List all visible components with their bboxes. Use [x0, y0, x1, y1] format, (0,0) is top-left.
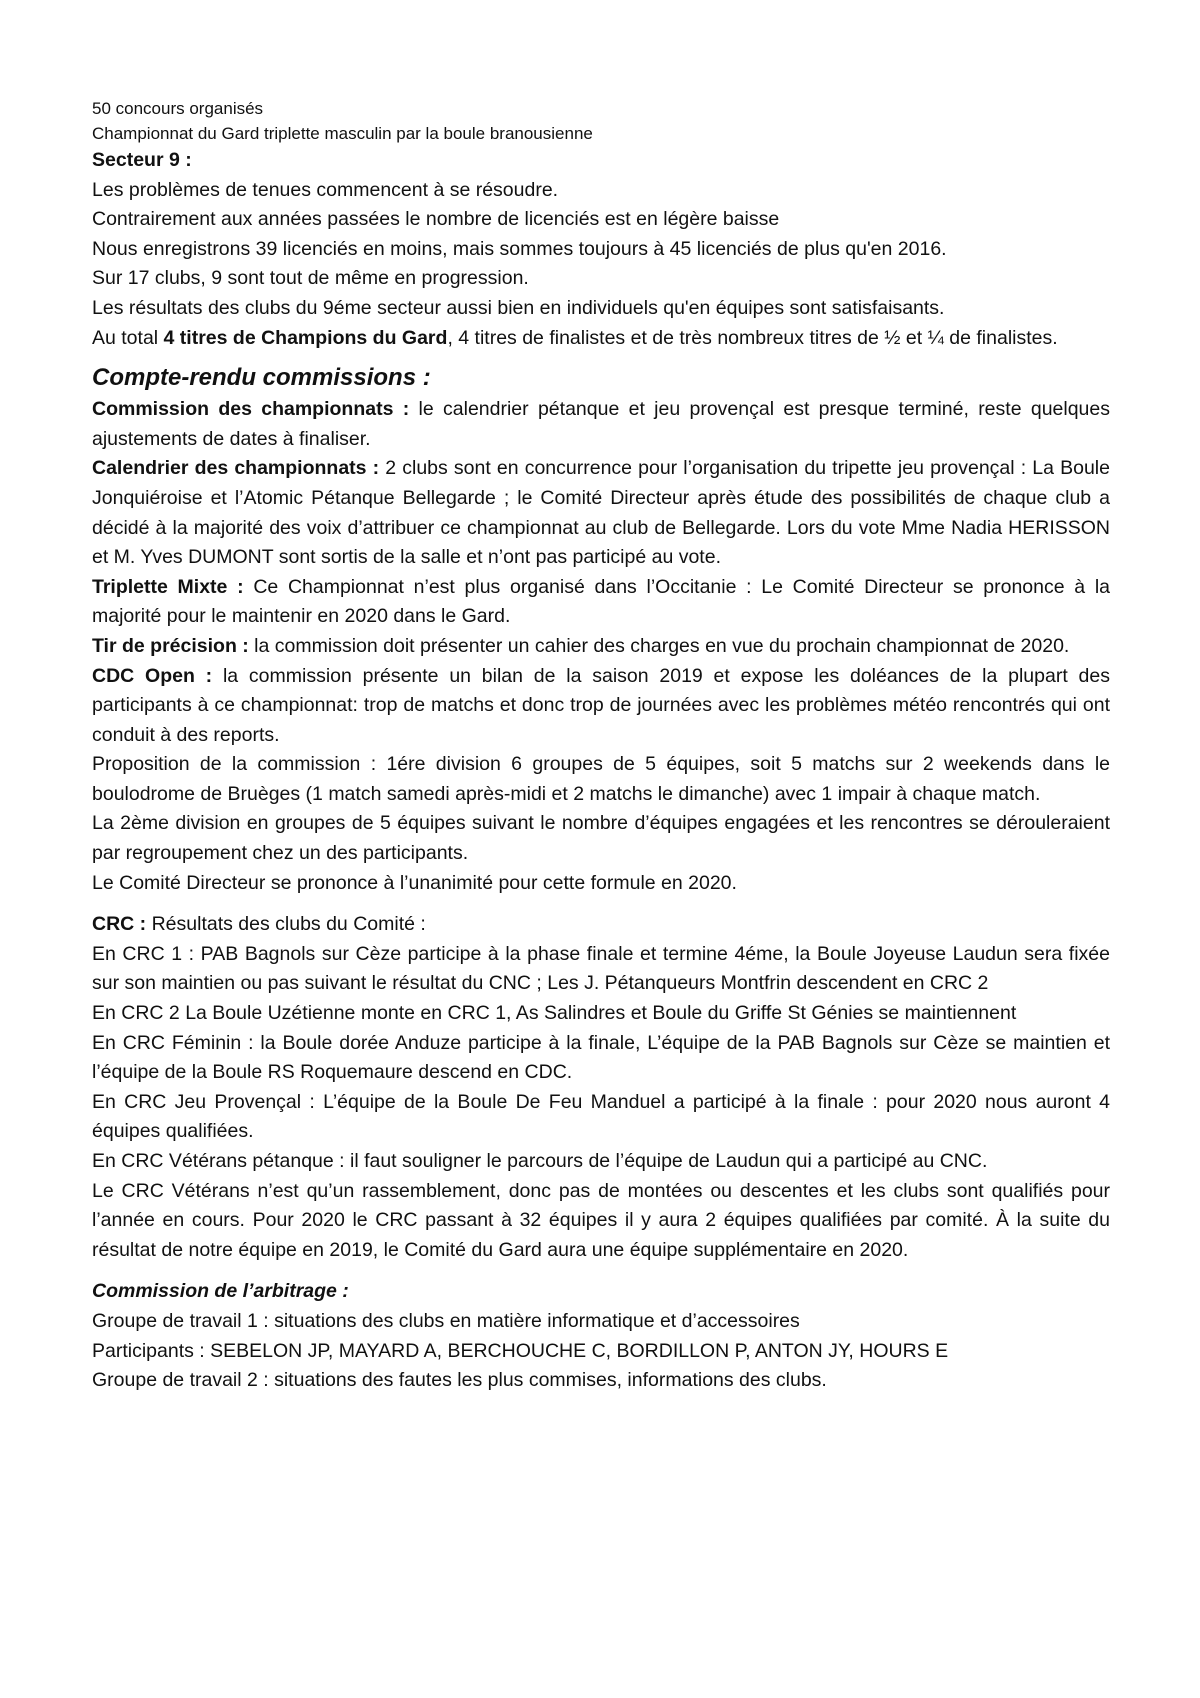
crc2-para: En CRC 2 La Boule Uzétienne monte en CRC 1, As Salindres et Boule du Griffe St Génies se maintiennent: [92, 1002, 1017, 1025]
cdc-label: CDC Open :: [92, 664, 213, 687]
tir-para: [92, 632, 1110, 662]
arbitrage-participants: Participants : SEBELON JP, MAYARD A, BERCHOUCHE C, BORDILLON P, ANTON JY, HOURS E: [92, 1339, 949, 1362]
crc-intro-para: [92, 910, 1110, 940]
arbitrage-g1: Groupe de travail 1 : situations des clubs en matière informatique et d’accessoires: [92, 1309, 800, 1332]
secteur-9-p6-prefix: Au total: [92, 326, 164, 349]
concours-line: 50 concours organisés: [92, 99, 264, 118]
spacer: [92, 1265, 1110, 1277]
crc-veterans2-para: Le CRC Vétérans n’est qu’un rassemblement, donc pas de montées ou descentes et les clubs sont qualifiés pour l’année en cours. Pour 2020 le CRC passant à 32 équipes il y aura 2 équipes qualifiées par comité. À la suite du résultat de notre équipe en 2019, le Comité du Gard aura une équipe supplémentaire en 2020.: [92, 1179, 1110, 1261]
calendrier-text: 2 clubs sont en concurrence pour l’organisation du tripette jeu provençal : La Boule Jonquiéroise et l’Atomic Pétanque Bellegarde ; le Comité Directeur après étude des possibilités de chaque club a décidé à la majorité des voix d’attribuer ce championnat au club de Bellegarde. Lors du vote Mme Nadia HERISSON et M. Yves DUMONT sont sortis de la salle et n’ont pas participé au vote.: [92, 457, 1110, 569]
arbitrage-title: Commission de l’arbitrage :: [92, 1280, 349, 1303]
crc-jeu-provencal-para: En CRC Jeu Provençal : L’équipe de la Boule De Feu Manduel a participé à la finale : pour 2020 nous auront 4 équipes qualifiées.: [92, 1090, 1110, 1143]
crc-label: CRC :: [92, 913, 147, 936]
triplette-para: [92, 573, 1110, 632]
secteur-9-p6: [92, 324, 1110, 354]
tir-text: la commission doit présenter un cahier des charges en vue du prochain championnat de 2020.: [248, 634, 1070, 657]
secteur-9-p3: Nous enregistrons 39 licenciés en moins, mais sommes toujours à 45 licenciés de plus qu'en 2016.: [92, 237, 947, 260]
triplette-label: Triplette Mixte :: [92, 575, 244, 598]
commissions-title: Compte-rendu commissions :: [92, 364, 431, 392]
secteur-9-p2: Contrairement aux années passées le nombre de licenciés est en légère baisse: [92, 208, 780, 231]
secteur-9-p1: Les problèmes de tenues commencent à se résoudre.: [92, 178, 559, 201]
crc-veterans-para: En CRC Vétérans pétanque : il faut souligner le parcours de l’équipe de Laudun qui a participé au CNC.: [92, 1150, 988, 1172]
document-page: [92, 96, 1110, 1396]
unanimite-para: Le Comité Directeur se prononce à l’unanimité pour cette formule en 2020.: [92, 871, 737, 894]
championnats-label: Commission des championnats :: [92, 398, 410, 421]
championnat-line: Championnat du Gard triplette masculin par la boule branousienne: [92, 124, 593, 143]
secteur-9-heading: [92, 146, 1110, 176]
secteur-9-p6-suffix: , 4 titres de finalistes et de très nombreux titres de ½ et ¼ de finalistes.: [447, 326, 1058, 349]
tir-label: Tir de précision :: [92, 634, 249, 657]
triplette-text: Ce Championnat n’est plus organisé dans l’Occitanie : Le Comité Directeur se prononce à la majorité pour le maintenir en 2020 dans le Gard.: [92, 575, 1111, 628]
secteur-9-p5: Les résultats des clubs du 9éme secteur aussi bien en individuels qu'en équipes sont satisfaisants.: [92, 296, 945, 319]
cdc-para: [92, 662, 1110, 751]
cdc-text: la commission présente un bilan de la saison 2019 et expose les doléances de la plupart des participants à ce championnat: trop de matchs et donc trop de journées avec les problèmes météo rencontrés qui ont conduit à des reports.: [92, 664, 1110, 746]
secteur-9-p4: Sur 17 clubs, 9 sont tout de même en progression.: [92, 267, 529, 290]
crc-feminin-para: En CRC Féminin : la Boule dorée Anduze participe à la finale, L’équipe de la PAB Bagnols sur Cèze se maintien et l’équipe de la Boule RS Roquemaure descend en CDC.: [92, 1031, 1110, 1084]
arbitrage-g2: Groupe de travail 2 : situations des fautes les plus commises, informations des clubs.: [92, 1369, 827, 1392]
proposition-para: Proposition de la commission : 1ére division 6 groupes de 5 équipes, soit 5 matchs sur 2 weekends dans le boulodrome de Bruèges (1 match samedi après-midi et 2 matchs le dimanche) avec 1 impair à chaque match.: [92, 753, 1110, 805]
division2-para: La 2ème division en groupes de 5 équipes suivant le nombre d’équipes engagées et les rencontres se dérouleraient par regroupement chez un des participants.: [92, 812, 1110, 865]
secteur-9-p6-bold: 4 titres de Champions du Gard: [163, 326, 448, 349]
championnats-text: le calendrier pétanque et jeu provençal est presque terminé, reste quelques ajustements de dates à finaliser.: [92, 398, 1110, 450]
secteur-9-heading-text: Secteur 9 :: [92, 149, 192, 171]
championnats-para: [92, 395, 1110, 454]
crc1-para: En CRC 1 : PAB Bagnols sur Cèze participe à la phase finale et termine 4éme, la Boule Joyeuse Laudun sera fixée sur son maintien ou pas suivant le résultat du CNC ; Les J. Pétanqueurs Montfrin descendent en CRC 2: [92, 942, 1110, 995]
calendrier-para: [92, 454, 1110, 572]
spacer: [92, 898, 1110, 910]
crc-intro: Résultats des clubs du Comité :: [146, 913, 426, 936]
calendrier-label: Calendrier des championnats :: [92, 457, 380, 480]
